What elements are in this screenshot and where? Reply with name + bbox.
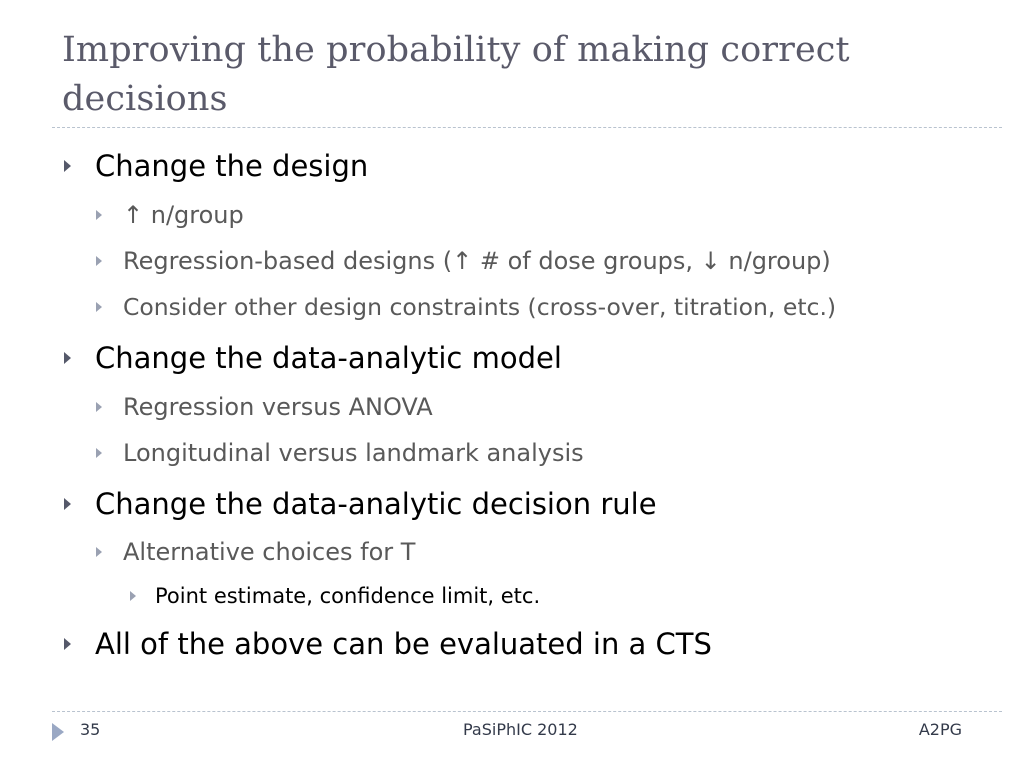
up-arrow-icon: ↑	[452, 247, 473, 275]
bullet-text: Change the design	[95, 149, 369, 183]
sub-bullet-arrow-icon	[96, 402, 102, 412]
bullet-change-model	[64, 338, 562, 378]
sub-bullet-arrow-icon	[96, 302, 102, 312]
bullet-all-above-cts	[64, 624, 712, 664]
sub-bullet-longitudinal	[96, 436, 584, 470]
footer-arrow-icon	[52, 723, 64, 741]
up-arrow-icon: ↑	[123, 201, 144, 229]
bullet-change-decision-rule	[64, 484, 657, 524]
bullet-change-design	[64, 146, 368, 186]
sub-sub-bullet-point-estimate	[130, 581, 540, 611]
sub-bullet-text: Alternative choices for T	[123, 538, 416, 566]
sub-bullet-regression-designs	[96, 244, 831, 278]
bullet-arrow-icon	[64, 498, 71, 510]
sub-sub-bullet-text: Point estimate, confidence limit, etc.	[155, 584, 541, 608]
bullet-text: Change the data-analytic model	[95, 341, 562, 375]
sub-bullet-text: Longitudinal versus landmark analysis	[123, 439, 584, 467]
page-number: 35	[80, 720, 101, 739]
sub-bullet-text: Consider other design constraints (cross-over, titration, etc.)	[123, 293, 837, 321]
sub-bullet-regression-anova	[96, 390, 433, 424]
bullet-text: Change the data-analytic decision rule	[95, 487, 657, 521]
footer-center-text: PaSiPhIC 2012	[463, 720, 578, 739]
down-arrow-icon: ↓	[700, 247, 721, 275]
bullet-arrow-icon	[64, 352, 71, 364]
sub-bullet-arrow-icon	[96, 210, 102, 220]
sub-sub-bullet-arrow-icon	[130, 591, 136, 601]
sub-bullet-arrow-icon	[96, 448, 102, 458]
bullet-arrow-icon	[64, 638, 71, 650]
sub-bullet-n-group	[96, 198, 244, 232]
sub-bullet-text: Regression versus ANOVA	[123, 393, 433, 421]
footer-right-text: A2PG	[918, 720, 962, 739]
footer-divider	[52, 711, 1002, 712]
sub-bullet-arrow-icon	[96, 547, 102, 557]
sub-bullet-design-constraints	[96, 290, 836, 324]
sub-bullet-alternative-choices	[96, 535, 415, 569]
sub-bullet-arrow-icon	[96, 256, 102, 266]
bullet-arrow-icon	[64, 160, 71, 172]
bullet-text: All of the above can be evaluated in a CTS	[95, 627, 712, 661]
sub-bullet-text: ↑ n/group	[123, 201, 244, 229]
slide-title: Improving the probability of making correct decisions	[62, 30, 850, 119]
sub-bullet-text: Regression-based designs (↑ # of dose groups, ↓ n/group)	[123, 247, 831, 275]
